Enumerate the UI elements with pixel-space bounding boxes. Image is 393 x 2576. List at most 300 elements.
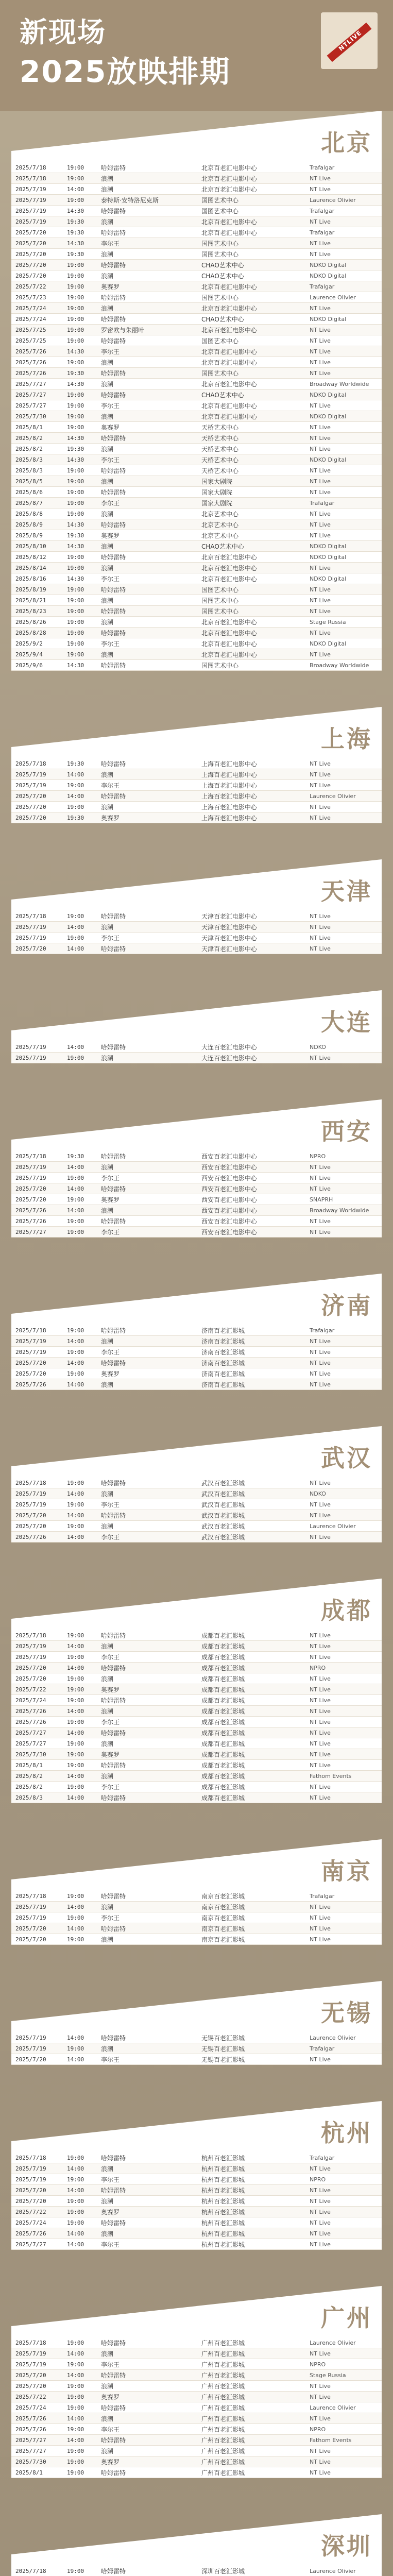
city-name: 南京: [321, 1857, 372, 1885]
date-cell: 2025/7/22: [15, 2208, 46, 2215]
schedule-row: [11, 2370, 382, 2381]
title-cell: 浪潮: [101, 1163, 114, 1171]
distributor-cell: Broadway Worldwide: [310, 1207, 369, 1214]
schedule-table: [11, 758, 382, 823]
venue-cell: 成都百老汇影城: [201, 1740, 245, 1748]
venue-cell: 成都百老汇影城: [201, 1653, 245, 1661]
date-cell: 2025/8/1: [15, 1761, 43, 1769]
title-cell: 罗密欧与朱丽叶: [101, 326, 145, 334]
title-cell: 浪潮: [101, 1381, 114, 1388]
city-name: 北京: [321, 129, 372, 157]
time-cell: 19:00: [67, 1217, 84, 1225]
schedule-row: [11, 2217, 382, 2228]
date-cell: 2025/7/18: [15, 1892, 46, 1900]
title-cell: 浪潮: [101, 597, 114, 604]
title-cell: 哈姆雷特: [101, 607, 126, 615]
city-name: 西安: [321, 1117, 372, 1145]
venue-cell: 成都百老汇影城: [201, 1729, 245, 1737]
distributor-cell: NT Live: [310, 1163, 331, 1171]
time-cell: 14:00: [67, 2371, 84, 2379]
date-cell: 2025/7/23: [15, 294, 46, 301]
date-cell: 2025/7/26: [15, 2230, 46, 2237]
schedule-row: [11, 454, 382, 465]
title-cell: 哈姆雷特: [101, 391, 126, 399]
distributor-cell: NPRO: [310, 2361, 326, 2368]
schedule-table: [11, 911, 382, 954]
time-cell: 19:00: [67, 1686, 84, 1693]
city-name: 济南: [321, 1292, 372, 1319]
schedule-row: [11, 1738, 382, 1749]
date-cell: 2025/7/20: [15, 2197, 46, 2205]
venue-cell: 天津百老汇电影中心: [201, 912, 258, 920]
schedule-row: [11, 2228, 382, 2239]
title-cell: 哈姆雷特: [101, 369, 126, 377]
date-cell: 2025/8/2: [15, 445, 43, 452]
city-name: 上海: [321, 725, 372, 753]
schedule-row: [11, 595, 382, 606]
city-section: [11, 1426, 382, 1543]
venue-cell: 北京百老汇电影中心: [201, 283, 258, 291]
title-cell: 哈姆雷特: [101, 553, 126, 561]
date-cell: 2025/7/19: [15, 2165, 46, 2172]
schedule-row: [11, 379, 382, 389]
city-banner: [11, 1274, 382, 1325]
time-cell: 14:00: [67, 1490, 84, 1497]
venue-cell: 广州百老汇影城: [201, 2447, 245, 2455]
schedule-row: [11, 2174, 382, 2185]
schedule-table: [11, 1325, 382, 1390]
city-sections: [0, 111, 393, 2576]
title-cell: 哈姆雷特: [101, 229, 126, 236]
venue-cell: CHAO艺术中心: [201, 261, 244, 269]
schedule-row: [11, 1325, 382, 1336]
venue-cell: 成都百老汇影城: [201, 1718, 245, 1726]
venue-cell: 天桥艺术中心: [201, 434, 239, 442]
time-cell: 19:00: [67, 315, 84, 323]
title-cell: 哈姆雷特: [101, 467, 126, 474]
time-cell: 19:00: [67, 283, 84, 290]
time-cell: 19:00: [67, 2045, 84, 2052]
title-cell: 哈姆雷特: [101, 521, 126, 529]
title-cell: 泰特斯·安特洛尼克斯: [101, 196, 159, 204]
distributor-cell: NT Live: [310, 629, 331, 636]
city-name: 无锡: [321, 1999, 372, 2027]
title-cell: 浪潮: [101, 1772, 114, 1780]
distributor-cell: Laurence Olivier: [310, 2339, 356, 2346]
title-cell: 哈姆雷特: [101, 1043, 126, 1051]
city-name: 大连: [321, 1008, 372, 1036]
title-cell: 哈姆雷特: [101, 261, 126, 269]
venue-cell: 杭州百老汇影城: [201, 2230, 245, 2238]
schedule-row: [11, 1151, 382, 1162]
time-cell: 14:00: [67, 2187, 84, 2194]
distributor-cell: NT Live: [310, 1174, 331, 1181]
city-banner: [11, 1579, 382, 1630]
date-cell: 2025/8/16: [15, 575, 46, 582]
time-cell: 19:00: [67, 912, 84, 920]
venue-cell: 深圳百老汇影城: [201, 2567, 245, 2575]
schedule-table: [11, 1630, 382, 1803]
city-section: [11, 2514, 382, 2576]
schedule-row: [11, 541, 382, 552]
schedule-row: [11, 1695, 382, 1706]
time-cell: 19:00: [67, 629, 84, 636]
schedule-row: [11, 2456, 382, 2467]
title-cell: 哈姆雷特: [101, 1632, 126, 1639]
time-cell: 19:30: [67, 532, 84, 539]
time-cell: 19:00: [67, 597, 84, 604]
venue-cell: 西安百老汇电影中心: [201, 1207, 258, 1214]
title-cell: 哈姆雷特: [101, 760, 126, 768]
date-cell: 2025/7/26: [15, 1217, 46, 1225]
distributor-cell: NT Live: [310, 771, 331, 778]
city-name: 广州: [321, 2304, 372, 2332]
title-cell: 哈姆雷特: [101, 662, 126, 669]
distributor-cell: NT Live: [310, 1501, 331, 1508]
venue-cell: 无锡百老汇影城: [201, 2045, 245, 2053]
title-cell: 李尔王: [101, 499, 120, 507]
schedule-row: [11, 519, 382, 530]
distributor-cell: NT Live: [310, 1348, 331, 1355]
title-cell: 哈姆雷特: [101, 945, 126, 953]
time-cell: 14:00: [67, 1707, 84, 1715]
distributor-cell: NT Live: [310, 467, 331, 474]
venue-cell: 成都百老汇影城: [201, 1772, 245, 1780]
schedule-row: [11, 1053, 382, 1063]
date-cell: 2025/7/19: [15, 1163, 46, 1171]
date-cell: 2025/7/20: [15, 250, 46, 258]
distributor-cell: NT Live: [310, 934, 331, 941]
venue-cell: 西安百老汇电影中心: [201, 1228, 258, 1236]
date-cell: 2025/7/19: [15, 2350, 46, 2357]
schedule-row: [11, 1488, 382, 1499]
distributor-cell: Laurence Olivier: [310, 1522, 356, 1530]
time-cell: 19:00: [67, 1501, 84, 1508]
date-cell: 2025/7/18: [15, 912, 46, 920]
schedule-row: [11, 1749, 382, 1760]
time-cell: 19:00: [67, 2197, 84, 2205]
time-cell: 19:00: [67, 337, 84, 344]
schedule-row: [11, 2163, 382, 2174]
venue-cell: 成都百老汇影城: [201, 1697, 245, 1704]
schedule-row: [11, 1227, 382, 1238]
distributor-cell: NT Live: [310, 1228, 331, 1235]
schedule-row: [11, 281, 382, 292]
title-cell: 李尔王: [101, 1501, 120, 1509]
distributor-cell: NT Live: [310, 510, 331, 517]
schedule-row: [11, 1923, 382, 1934]
time-cell: 14:30: [67, 575, 84, 582]
title-cell: 浪潮: [101, 771, 114, 778]
distributor-cell: NDKO Digital: [310, 391, 347, 398]
schedule-row: [11, 303, 382, 314]
date-cell: 2025/7/26: [15, 369, 46, 377]
date-cell: 2025/7/20: [15, 1359, 46, 1366]
city-banner: [11, 2101, 382, 2153]
distributor-cell: NT Live: [310, 369, 331, 377]
venue-cell: 国图艺术中心: [201, 607, 239, 615]
title-cell: 李尔王: [101, 2056, 120, 2063]
time-cell: 14:00: [67, 1207, 84, 1214]
venue-cell: 上海百老汇电影中心: [201, 803, 258, 811]
distributor-cell: NT Live: [310, 1707, 331, 1715]
city-banner: [11, 2514, 382, 2566]
distributor-cell: NT Live: [310, 1632, 331, 1639]
distributor-cell: NT Live: [310, 337, 331, 344]
schedule-row: [11, 1521, 382, 1532]
distributor-cell: Laurence Olivier: [310, 196, 356, 204]
schedule-row: [11, 943, 382, 954]
schedule-row: [11, 1183, 382, 1194]
distributor-cell: NT Live: [310, 1686, 331, 1693]
time-cell: 14:00: [67, 923, 84, 930]
venue-cell: 广州百老汇影城: [201, 2361, 245, 2368]
title-cell: 浪潮: [101, 413, 114, 420]
title-cell: 浪潮: [101, 2165, 114, 2173]
time-cell: 19:00: [67, 2154, 84, 2161]
schedule-row: [11, 812, 382, 823]
date-cell: 2025/7/26: [15, 1381, 46, 1388]
title-cell: 李尔王: [101, 1653, 120, 1661]
distributor-cell: NPRO: [310, 2176, 326, 2183]
venue-cell: CHAO艺术中心: [201, 315, 244, 323]
date-cell: 2025/8/8: [15, 510, 43, 517]
distributor-cell: Trafalgar: [310, 2154, 335, 2161]
title-cell: 哈姆雷特: [101, 1664, 126, 1672]
date-cell: 2025/7/27: [15, 1228, 46, 1235]
venue-cell: 北京百老汇电影中心: [201, 175, 258, 182]
venue-cell: 北京百老汇电影中心: [201, 164, 258, 172]
title-cell: 李尔王: [101, 1348, 120, 1356]
title-cell: 李尔王: [101, 1914, 120, 1922]
city-banner: [11, 2286, 382, 2337]
city-section: [11, 2286, 382, 2478]
time-cell: 19:00: [67, 640, 84, 647]
venue-cell: 北京百老汇电影中心: [201, 651, 258, 658]
distributor-cell: NDKO: [310, 1043, 326, 1050]
venue-cell: 杭州百老汇影城: [201, 2187, 245, 2194]
title-cell: 浪潮: [101, 2447, 114, 2455]
title-cell: 奥赛罗: [101, 814, 120, 822]
time-cell: 14:00: [67, 2034, 84, 2041]
date-cell: 2025/7/27: [15, 391, 46, 398]
schedule-row: [11, 206, 382, 216]
title-line-2: 2025放映排期: [20, 54, 231, 89]
distributor-cell: Trafalgar: [310, 207, 335, 214]
venue-cell: 国家大剧院: [201, 499, 233, 507]
schedule-row: [11, 1641, 382, 1652]
title-cell: 哈姆雷特: [101, 1794, 126, 1802]
date-cell: 2025/7/27: [15, 1729, 46, 1736]
title-cell: 李尔王: [101, 640, 120, 648]
date-cell: 2025/7/19: [15, 1501, 46, 1508]
schedule-row: [11, 1684, 382, 1695]
date-cell: 2025/7/30: [15, 2458, 46, 2465]
schedule-row: [11, 2239, 382, 2250]
date-cell: 2025/7/30: [15, 413, 46, 420]
distributor-cell: NT Live: [310, 586, 331, 593]
time-cell: 19:00: [67, 1327, 84, 1334]
distributor-cell: NT Live: [310, 912, 331, 920]
distributor-cell: NT Live: [310, 1936, 331, 1943]
time-cell: 19:00: [67, 402, 84, 409]
venue-cell: 北京百老汇电影中心: [201, 618, 258, 626]
title-cell: 哈姆雷特: [101, 629, 126, 637]
time-cell: 14:00: [67, 2350, 84, 2357]
time-cell: 19:00: [67, 1228, 84, 1235]
title-cell: 哈姆雷特: [101, 912, 126, 920]
title-cell: 浪潮: [101, 543, 114, 550]
venue-cell: 北京百老汇电影中心: [201, 218, 258, 226]
distributor-cell: Laurence Olivier: [310, 2034, 356, 2041]
distributor-cell: NT Live: [310, 326, 331, 333]
date-cell: 2025/8/9: [15, 521, 43, 528]
title-cell: 浪潮: [101, 564, 114, 572]
venue-cell: 济南百老汇影城: [201, 1359, 245, 1367]
venue-cell: 济南百老汇影城: [201, 1337, 245, 1345]
distributor-cell: Trafalgar: [310, 283, 335, 290]
time-cell: 19:00: [67, 1761, 84, 1769]
city-section: [11, 111, 382, 671]
venue-cell: 国图艺术中心: [201, 662, 239, 669]
city-name: 武汉: [321, 1444, 372, 1472]
date-cell: 2025/7/18: [15, 1327, 46, 1334]
schedule-row: [11, 1652, 382, 1663]
venue-cell: 南京百老汇影城: [201, 1914, 245, 1922]
distributor-cell: Stage Russia: [310, 618, 346, 625]
schedule-row: [11, 2566, 382, 2576]
title-cell: 哈姆雷特: [101, 164, 126, 172]
distributor-cell: NT Live: [310, 521, 331, 528]
schedule-row: [11, 357, 382, 368]
title-cell: 浪潮: [101, 1337, 114, 1345]
distributor-cell: NT Live: [310, 651, 331, 658]
title-cell: 浪潮: [101, 923, 114, 931]
venue-cell: 上海百老汇电影中心: [201, 771, 258, 778]
date-cell: 2025/7/19: [15, 1174, 46, 1181]
date-cell: 2025/7/20: [15, 792, 46, 800]
date-cell: 2025/8/6: [15, 488, 43, 496]
time-cell: 19:00: [67, 2404, 84, 2411]
distributor-cell: NT Live: [310, 2382, 331, 2389]
city-banner: [11, 1981, 382, 2032]
venue-cell: 南京百老汇影城: [201, 1925, 245, 1933]
distributor-cell: NT Live: [310, 2197, 331, 2205]
title-cell: 浪潮: [101, 218, 114, 226]
venue-cell: 成都百老汇影城: [201, 1783, 245, 1791]
city-section: [11, 1274, 382, 1390]
venue-cell: 武汉百老汇影城: [201, 1522, 245, 1530]
distributor-cell: NT Live: [310, 1337, 331, 1345]
schedule-row: [11, 346, 382, 357]
venue-cell: 济南百老汇影城: [201, 1327, 245, 1334]
distributor-cell: NT Live: [310, 2056, 331, 2063]
date-cell: 2025/7/19: [15, 923, 46, 930]
venue-cell: 国图艺术中心: [201, 337, 239, 345]
time-cell: 14:00: [67, 1794, 84, 1801]
distributor-cell: NPRO: [310, 2426, 326, 2433]
distributor-cell: Fathom Events: [310, 2436, 352, 2444]
time-cell: 14:00: [67, 1925, 84, 1932]
distributor-cell: NT Live: [310, 2219, 331, 2226]
date-cell: 2025/8/3: [15, 1794, 43, 1801]
time-cell: 19:00: [67, 1653, 84, 1660]
distributor-cell: NT Live: [310, 2165, 331, 2172]
time-cell: 14:00: [67, 1512, 84, 1519]
venue-cell: 西安百老汇电影中心: [201, 1163, 258, 1171]
distributor-cell: Laurence Olivier: [310, 2404, 356, 2411]
distributor-cell: Broadway Worldwide: [310, 662, 369, 669]
date-cell: 2025/7/26: [15, 359, 46, 366]
distributor-cell: NT Live: [310, 2469, 331, 2476]
date-cell: 2025/7/20: [15, 1370, 46, 1377]
distributor-cell: Trafalgar: [310, 499, 335, 506]
time-cell: 19:00: [67, 1522, 84, 1530]
time-cell: 19:00: [67, 803, 84, 810]
title-cell: 浪潮: [101, 803, 114, 811]
date-cell: 2025/7/20: [15, 272, 46, 279]
date-cell: 2025/7/18: [15, 2154, 46, 2161]
date-cell: 2025/7/20: [15, 1925, 46, 1932]
distributor-cell: NT Live: [310, 1718, 331, 1725]
title-cell: 李尔王: [101, 2176, 120, 2183]
schedule-row: [11, 1717, 382, 1727]
date-cell: 2025/7/24: [15, 315, 46, 323]
venue-cell: 国图艺术中心: [201, 294, 239, 301]
schedule-row: [11, 433, 382, 444]
time-cell: 14:30: [67, 240, 84, 247]
distributor-cell: NT Live: [310, 1359, 331, 1366]
time-cell: 14:00: [67, 945, 84, 952]
schedule-row: [11, 638, 382, 649]
distributor-cell: Broadway Worldwide: [310, 380, 369, 387]
title-cell: 浪潮: [101, 1054, 114, 1062]
distributor-cell: NDKO Digital: [310, 543, 347, 550]
schedule-row: [11, 660, 382, 671]
title-cell: 哈姆雷特: [101, 792, 126, 800]
venue-cell: 天桥艺术中心: [201, 467, 239, 474]
time-cell: 14:30: [67, 662, 84, 669]
schedule-row: [11, 2446, 382, 2456]
time-cell: 19:00: [67, 1783, 84, 1790]
venue-cell: CHAO艺术中心: [201, 391, 244, 399]
distributor-cell: NDKO: [310, 1490, 326, 1497]
venue-cell: 北京百老汇电影中心: [201, 185, 258, 193]
date-cell: 2025/7/19: [15, 1914, 46, 1921]
time-cell: 14:00: [67, 2436, 84, 2444]
venue-cell: 广州百老汇影城: [201, 2393, 245, 2401]
time-cell: 19:00: [67, 2208, 84, 2215]
time-cell: 19:00: [67, 1054, 84, 1061]
schedule-table: [11, 1478, 382, 1543]
schedule-row: [11, 270, 382, 281]
distributor-cell: NT Live: [310, 923, 331, 930]
title-cell: 哈姆雷特: [101, 1479, 126, 1487]
time-cell: 14:30: [67, 521, 84, 528]
time-cell: 19:00: [67, 2219, 84, 2226]
schedule-row: [11, 1173, 382, 1183]
time-cell: 14:30: [67, 348, 84, 355]
time-cell: 14:00: [67, 1903, 84, 1910]
distributor-cell: NT Live: [310, 1054, 331, 1061]
venue-cell: 南京百老汇影城: [201, 1892, 245, 1900]
distributor-cell: NT Live: [310, 1370, 331, 1377]
date-cell: 2025/7/19: [15, 185, 46, 193]
title-cell: 浪潮: [101, 250, 114, 258]
distributor-cell: NT Live: [310, 185, 331, 193]
date-cell: 2025/8/7: [15, 499, 43, 506]
schedule-row: [11, 2185, 382, 2196]
